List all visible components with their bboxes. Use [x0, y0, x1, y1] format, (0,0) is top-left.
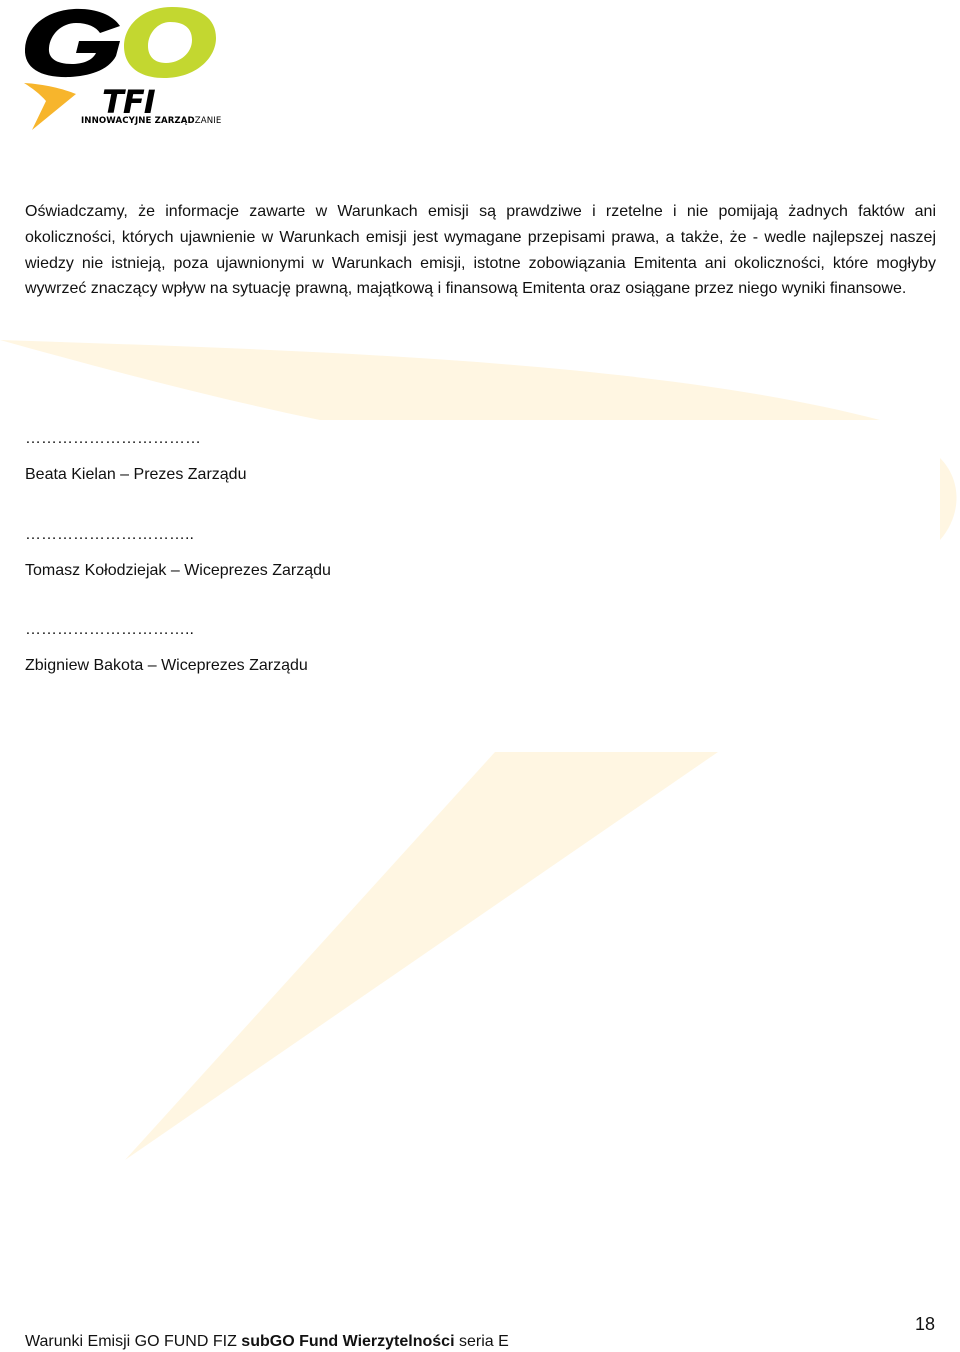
footer-title-suffix: seria E — [454, 1333, 509, 1350]
signatory-name-3: Zbigniew Bakota – Wiceprezes Zarządu — [25, 657, 308, 674]
logo-tagline-thin: ZANIE — [194, 116, 222, 126]
declaration-paragraph: Oświadczamy, że informacje zawarte w Warunkach emisji są prawdziwe i rzetelne i nie pomijają żadnych faktów ani okoliczności, których ujawnienie w Warunkach emisji jest wymagane przepisami prawa, a także, że - wedle najlepszej naszej wiedzy nie istnieją, poza ujawnionymi w Warunkach emisji, istotne zobowiązania Emitenta ani okoliczności, które mogłyby wywrzeć znaczący wpływ na sytuację prawną, majątkową i finansową Emitenta oraz osiągane przez niego wyniki finansowe. — [25, 203, 936, 298]
signature-line-3: ………………………….. — [25, 621, 194, 638]
signatory-name-1: Beata Kielan – Prezes Zarządu — [25, 466, 247, 483]
page-number: 18 — [914, 1314, 935, 1334]
signatory-name-2: Tomasz Kołodziejak – Wiceprezes Zarządu — [25, 562, 331, 579]
footer-title-bold: subGO Fund Wierzytelności — [241, 1333, 455, 1350]
signature-line-1: …………………………… — [25, 430, 201, 447]
go-tfi-logo — [24, 6, 234, 134]
footer-document-title — [25, 1332, 509, 1352]
footer-title-prefix: Warunki Emisji GO FUND FIZ — [25, 1333, 242, 1350]
logo-tagline-bold: INNOWACYJNE ZARZĄD — [81, 116, 195, 126]
logo-tagline — [81, 116, 221, 126]
signature-line-2: ………………………….. — [25, 526, 194, 543]
logo-tfi-text: TFI — [102, 83, 155, 121]
